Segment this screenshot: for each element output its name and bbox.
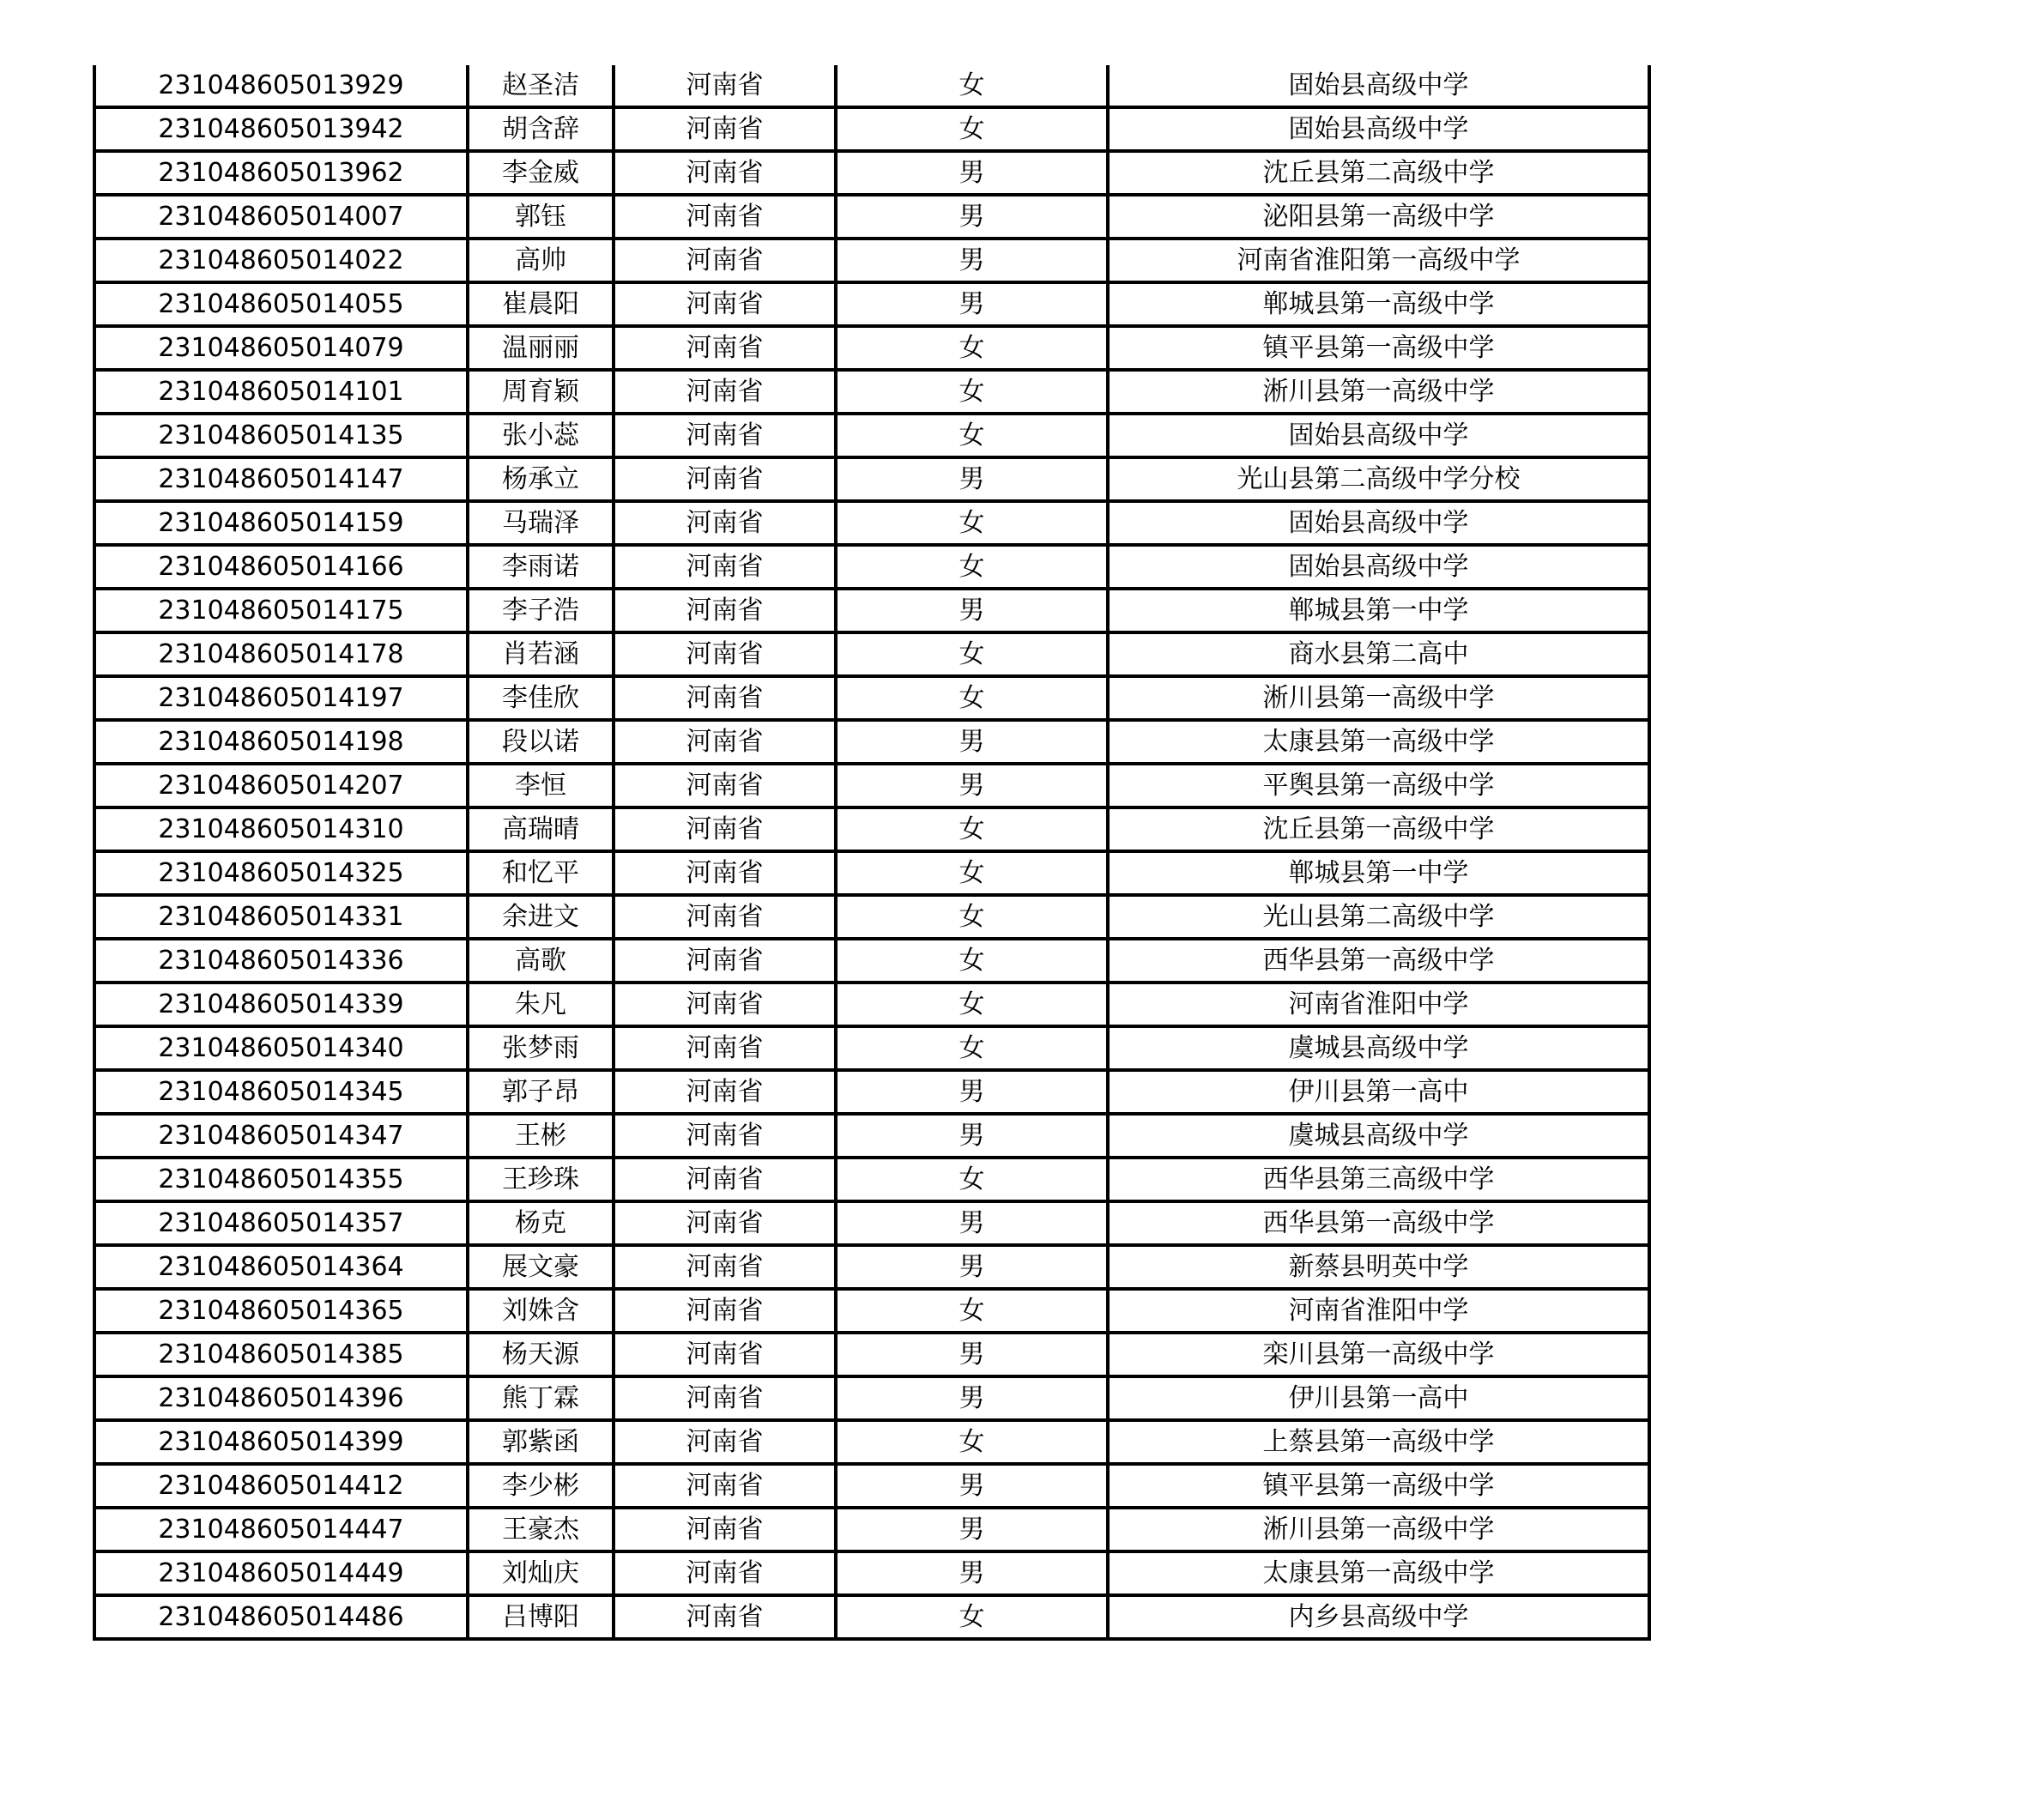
exam-id-cell: 231048605014178 (94, 632, 468, 676)
province-cell: 河南省 (614, 501, 836, 545)
table-row (94, 457, 1649, 501)
gender-cell: 女 (836, 1420, 1108, 1464)
school-cell: 西华县第三高级中学 (1108, 1158, 1649, 1201)
table-row (94, 282, 1649, 326)
province-cell: 河南省 (614, 895, 836, 939)
province-cell: 河南省 (614, 457, 836, 501)
gender-cell: 女 (836, 1289, 1108, 1333)
exam-id-cell: 231048605014147 (94, 457, 468, 501)
province-cell: 河南省 (614, 65, 836, 107)
province-cell: 河南省 (614, 632, 836, 676)
gender-cell: 女 (836, 851, 1108, 895)
province-cell: 河南省 (614, 1508, 836, 1551)
school-cell: 栾川县第一高级中学 (1108, 1333, 1649, 1376)
name-cell: 李金威 (468, 151, 614, 195)
exam-id-cell: 231048605014357 (94, 1201, 468, 1245)
gender-cell: 男 (836, 764, 1108, 807)
gender-cell: 女 (836, 676, 1108, 720)
gender-cell: 男 (836, 1376, 1108, 1420)
exam-id-cell: 231048605014340 (94, 1026, 468, 1070)
gender-cell: 女 (836, 632, 1108, 676)
table-row (94, 1333, 1649, 1376)
exam-id-cell: 231048605014101 (94, 370, 468, 414)
name-cell: 李恒 (468, 764, 614, 807)
table-row (94, 1201, 1649, 1245)
province-cell: 河南省 (614, 151, 836, 195)
province-cell: 河南省 (614, 545, 836, 589)
school-cell: 固始县高级中学 (1108, 107, 1649, 151)
table-row (94, 1551, 1649, 1595)
name-cell: 吕博阳 (468, 1595, 614, 1639)
province-cell: 河南省 (614, 414, 836, 457)
exam-id-cell: 231048605014396 (94, 1376, 468, 1420)
table-row (94, 107, 1649, 151)
gender-cell: 女 (836, 370, 1108, 414)
gender-cell: 男 (836, 282, 1108, 326)
province-cell: 河南省 (614, 370, 836, 414)
province-cell: 河南省 (614, 282, 836, 326)
table-row (94, 1026, 1649, 1070)
name-cell: 张梦雨 (468, 1026, 614, 1070)
roster-body (94, 65, 1649, 1639)
exam-id-cell: 231048605014166 (94, 545, 468, 589)
school-cell: 固始县高级中学 (1108, 501, 1649, 545)
province-cell: 河南省 (614, 807, 836, 851)
school-cell: 郸城县第一中学 (1108, 851, 1649, 895)
name-cell: 李雨诺 (468, 545, 614, 589)
province-cell: 河南省 (614, 1289, 836, 1333)
table-row (94, 632, 1649, 676)
school-cell: 郸城县第一中学 (1108, 589, 1649, 632)
exam-id-cell: 231048605014336 (94, 939, 468, 983)
gender-cell: 女 (836, 545, 1108, 589)
school-cell: 西华县第一高级中学 (1108, 939, 1649, 983)
exam-id-cell: 231048605014365 (94, 1289, 468, 1333)
exam-id-cell: 231048605014399 (94, 1420, 468, 1464)
province-cell: 河南省 (614, 1333, 836, 1376)
exam-id-cell: 231048605014345 (94, 1070, 468, 1114)
table-row (94, 195, 1649, 239)
name-cell: 朱凡 (468, 983, 614, 1026)
exam-id-cell: 231048605014486 (94, 1595, 468, 1639)
table-row (94, 1595, 1649, 1639)
name-cell: 胡含辞 (468, 107, 614, 151)
gender-cell: 男 (836, 239, 1108, 282)
gender-cell: 男 (836, 151, 1108, 195)
province-cell: 河南省 (614, 195, 836, 239)
gender-cell: 女 (836, 983, 1108, 1026)
province-cell: 河南省 (614, 1114, 836, 1158)
province-cell: 河南省 (614, 676, 836, 720)
exam-id-cell: 231048605014022 (94, 239, 468, 282)
name-cell: 王珍珠 (468, 1158, 614, 1201)
exam-id-cell: 231048605014310 (94, 807, 468, 851)
table-row (94, 239, 1649, 282)
school-cell: 伊川县第一高中 (1108, 1070, 1649, 1114)
table-row (94, 501, 1649, 545)
school-cell: 郸城县第一高级中学 (1108, 282, 1649, 326)
school-cell: 淅川县第一高级中学 (1108, 370, 1649, 414)
gender-cell: 男 (836, 1070, 1108, 1114)
name-cell: 温丽丽 (468, 326, 614, 370)
province-cell: 河南省 (614, 1551, 836, 1595)
name-cell: 段以诺 (468, 720, 614, 764)
name-cell: 展文豪 (468, 1245, 614, 1289)
school-cell: 平舆县第一高级中学 (1108, 764, 1649, 807)
exam-id-cell: 231048605014197 (94, 676, 468, 720)
school-cell: 河南省淮阳第一高级中学 (1108, 239, 1649, 282)
province-cell: 河南省 (614, 1376, 836, 1420)
province-cell: 河南省 (614, 1158, 836, 1201)
school-cell: 淅川县第一高级中学 (1108, 1508, 1649, 1551)
gender-cell: 男 (836, 720, 1108, 764)
province-cell: 河南省 (614, 1201, 836, 1245)
name-cell: 郭紫函 (468, 1420, 614, 1464)
exam-id-cell: 231048605014364 (94, 1245, 468, 1289)
gender-cell: 男 (836, 1201, 1108, 1245)
school-cell: 沈丘县第二高级中学 (1108, 151, 1649, 195)
exam-id-cell: 231048605014159 (94, 501, 468, 545)
table-row (94, 326, 1649, 370)
school-cell: 新蔡县明英中学 (1108, 1245, 1649, 1289)
table-row (94, 764, 1649, 807)
exam-id-cell: 231048605014412 (94, 1464, 468, 1508)
table-row (94, 1289, 1649, 1333)
name-cell: 王豪杰 (468, 1508, 614, 1551)
table-row (94, 545, 1649, 589)
gender-cell: 女 (836, 1026, 1108, 1070)
province-cell: 河南省 (614, 107, 836, 151)
table-row (94, 851, 1649, 895)
table-row (94, 1070, 1649, 1114)
table-row (94, 983, 1649, 1026)
name-cell: 高瑞晴 (468, 807, 614, 851)
name-cell: 杨天源 (468, 1333, 614, 1376)
name-cell: 王彬 (468, 1114, 614, 1158)
school-cell: 河南省淮阳中学 (1108, 1289, 1649, 1333)
table-row (94, 370, 1649, 414)
table-row (94, 589, 1649, 632)
province-cell: 河南省 (614, 326, 836, 370)
gender-cell: 女 (836, 939, 1108, 983)
gender-cell: 女 (836, 895, 1108, 939)
table-row (94, 1508, 1649, 1551)
province-cell: 河南省 (614, 720, 836, 764)
school-cell: 西华县第一高级中学 (1108, 1201, 1649, 1245)
school-cell: 淅川县第一高级中学 (1108, 676, 1649, 720)
exam-id-cell: 231048605014007 (94, 195, 468, 239)
exam-id-cell: 231048605014079 (94, 326, 468, 370)
name-cell: 赵圣洁 (468, 65, 614, 107)
table-row (94, 720, 1649, 764)
school-cell: 虞城县高级中学 (1108, 1026, 1649, 1070)
gender-cell: 男 (836, 195, 1108, 239)
name-cell: 周育颖 (468, 370, 614, 414)
name-cell: 高歌 (468, 939, 614, 983)
gender-cell: 男 (836, 1114, 1108, 1158)
school-cell: 光山县第二高级中学分校 (1108, 457, 1649, 501)
province-cell: 河南省 (614, 1026, 836, 1070)
province-cell: 河南省 (614, 1070, 836, 1114)
province-cell: 河南省 (614, 983, 836, 1026)
exam-id-cell: 231048605014447 (94, 1508, 468, 1551)
name-cell: 崔晨阳 (468, 282, 614, 326)
gender-cell: 男 (836, 1551, 1108, 1595)
gender-cell: 男 (836, 1245, 1108, 1289)
school-cell: 内乡县高级中学 (1108, 1595, 1649, 1639)
exam-id-cell: 231048605014355 (94, 1158, 468, 1201)
gender-cell: 女 (836, 107, 1108, 151)
exam-id-cell: 231048605014135 (94, 414, 468, 457)
name-cell: 马瑞泽 (468, 501, 614, 545)
exam-id-cell: 231048605014198 (94, 720, 468, 764)
name-cell: 高帅 (468, 239, 614, 282)
school-cell: 光山县第二高级中学 (1108, 895, 1649, 939)
name-cell: 熊丁霖 (468, 1376, 614, 1420)
gender-cell: 女 (836, 501, 1108, 545)
school-cell: 固始县高级中学 (1108, 545, 1649, 589)
name-cell: 刘姝含 (468, 1289, 614, 1333)
gender-cell: 女 (836, 65, 1108, 107)
gender-cell: 男 (836, 1333, 1108, 1376)
name-cell: 李子浩 (468, 589, 614, 632)
gender-cell: 女 (836, 807, 1108, 851)
school-cell: 镇平县第一高级中学 (1108, 1464, 1649, 1508)
table-row (94, 65, 1649, 107)
table-row (94, 414, 1649, 457)
school-cell: 太康县第一高级中学 (1108, 1551, 1649, 1595)
table-row (94, 1158, 1649, 1201)
province-cell: 河南省 (614, 939, 836, 983)
province-cell: 河南省 (614, 1595, 836, 1639)
table-row (94, 807, 1649, 851)
name-cell: 李少彬 (468, 1464, 614, 1508)
exam-id-cell: 231048605014175 (94, 589, 468, 632)
gender-cell: 女 (836, 1595, 1108, 1639)
exam-id-cell: 231048605014207 (94, 764, 468, 807)
school-cell: 镇平县第一高级中学 (1108, 326, 1649, 370)
table-row (94, 676, 1649, 720)
exam-id-cell: 231048605014339 (94, 983, 468, 1026)
province-cell: 河南省 (614, 239, 836, 282)
school-cell: 河南省淮阳中学 (1108, 983, 1649, 1026)
name-cell: 李佳欣 (468, 676, 614, 720)
name-cell: 肖若涵 (468, 632, 614, 676)
exam-id-cell: 231048605013929 (94, 65, 468, 107)
school-cell: 商水县第二高中 (1108, 632, 1649, 676)
school-cell: 固始县高级中学 (1108, 65, 1649, 107)
province-cell: 河南省 (614, 1245, 836, 1289)
gender-cell: 男 (836, 1464, 1108, 1508)
table-row (94, 1420, 1649, 1464)
student-roster-table (93, 65, 1651, 1641)
gender-cell: 男 (836, 589, 1108, 632)
exam-id-cell: 231048605013942 (94, 107, 468, 151)
table-row (94, 895, 1649, 939)
gender-cell: 男 (836, 457, 1108, 501)
province-cell: 河南省 (614, 589, 836, 632)
province-cell: 河南省 (614, 1420, 836, 1464)
gender-cell: 男 (836, 1508, 1108, 1551)
name-cell: 郭钰 (468, 195, 614, 239)
name-cell: 刘灿庆 (468, 1551, 614, 1595)
school-cell: 固始县高级中学 (1108, 414, 1649, 457)
table-row (94, 939, 1649, 983)
gender-cell: 女 (836, 1158, 1108, 1201)
table-row (94, 1114, 1649, 1158)
gender-cell: 女 (836, 414, 1108, 457)
school-cell: 沈丘县第一高级中学 (1108, 807, 1649, 851)
exam-id-cell: 231048605014449 (94, 1551, 468, 1595)
name-cell: 余进文 (468, 895, 614, 939)
table-row (94, 1464, 1649, 1508)
school-cell: 泌阳县第一高级中学 (1108, 195, 1649, 239)
school-cell: 上蔡县第一高级中学 (1108, 1420, 1649, 1464)
province-cell: 河南省 (614, 851, 836, 895)
exam-id-cell: 231048605014331 (94, 895, 468, 939)
gender-cell: 女 (836, 326, 1108, 370)
exam-id-cell: 231048605014325 (94, 851, 468, 895)
name-cell: 郭子昂 (468, 1070, 614, 1114)
table-row (94, 1245, 1649, 1289)
name-cell: 张小蕊 (468, 414, 614, 457)
school-cell: 太康县第一高级中学 (1108, 720, 1649, 764)
province-cell: 河南省 (614, 1464, 836, 1508)
exam-id-cell: 231048605014385 (94, 1333, 468, 1376)
table-row (94, 1376, 1649, 1420)
name-cell: 和忆平 (468, 851, 614, 895)
school-cell: 虞城县高级中学 (1108, 1114, 1649, 1158)
table-row (94, 151, 1649, 195)
school-cell: 伊川县第一高中 (1108, 1376, 1649, 1420)
name-cell: 杨承立 (468, 457, 614, 501)
exam-id-cell: 231048605014347 (94, 1114, 468, 1158)
province-cell: 河南省 (614, 764, 836, 807)
name-cell: 杨克 (468, 1201, 614, 1245)
exam-id-cell: 231048605014055 (94, 282, 468, 326)
exam-id-cell: 231048605013962 (94, 151, 468, 195)
